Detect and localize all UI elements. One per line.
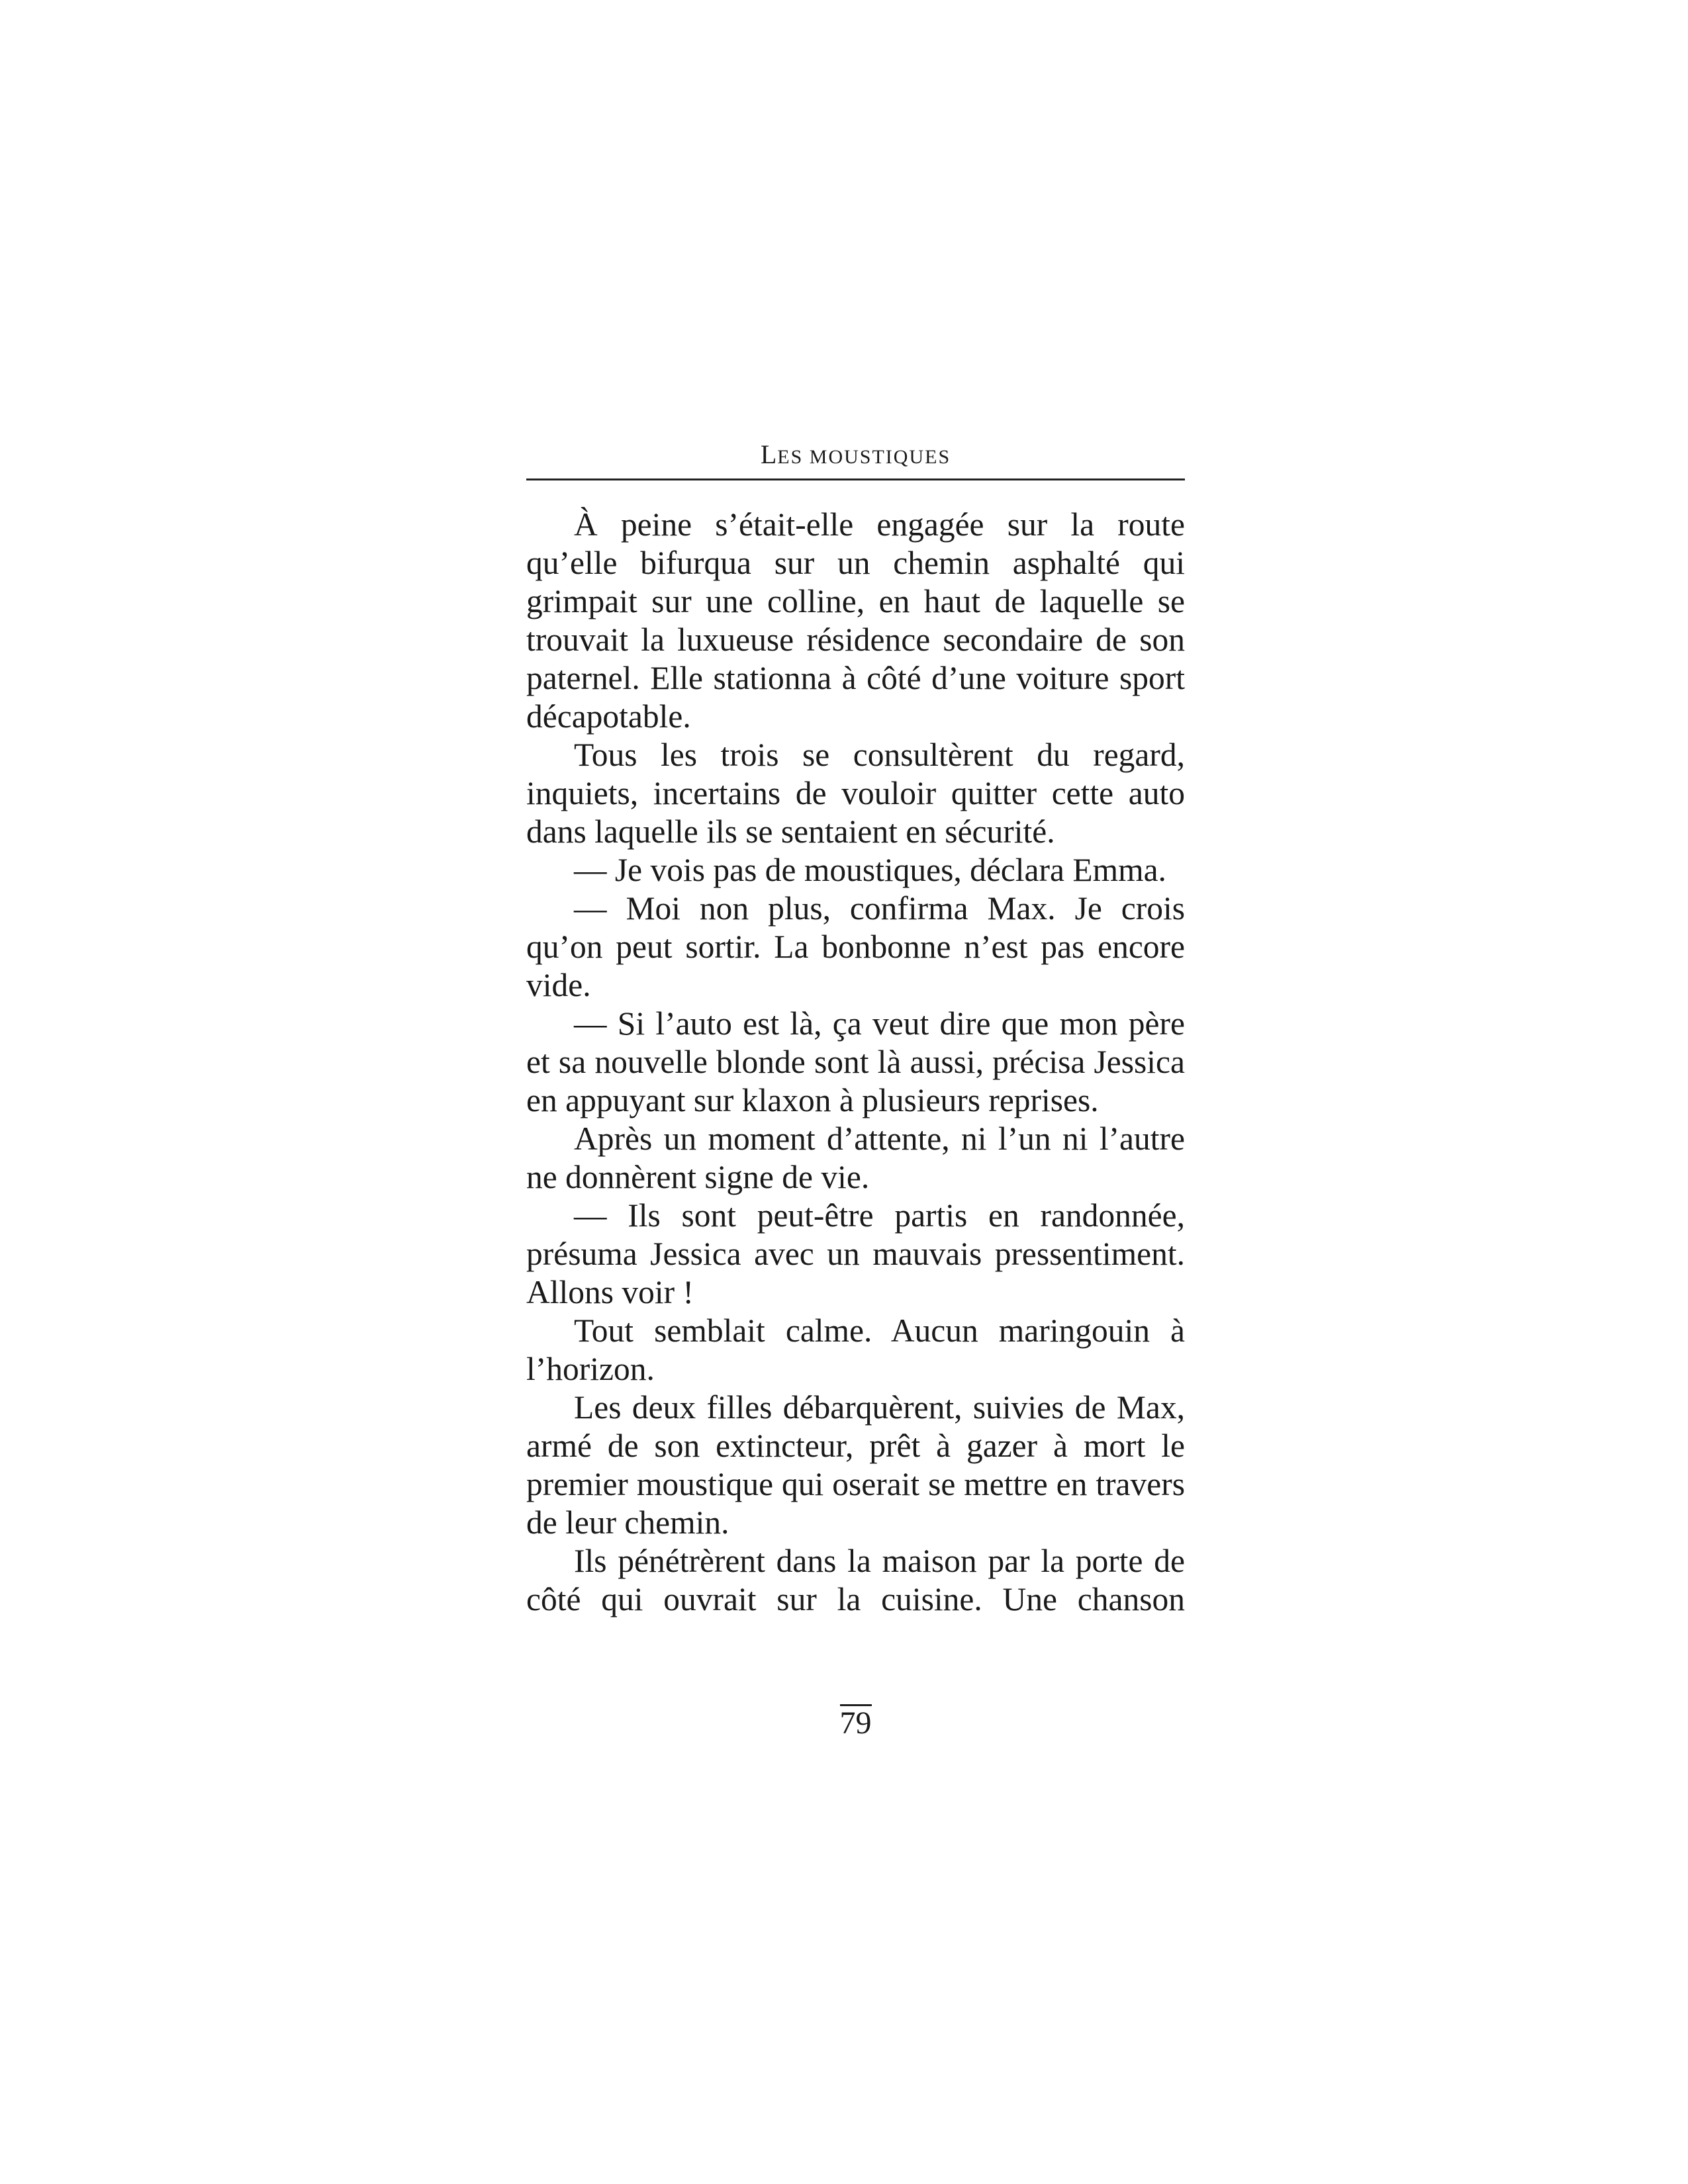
paragraph: — Ils sont peut-être partis en randonnée, présuma Jessica avec un mauvais pressentiment. Allons voir ! [526, 1197, 1185, 1310]
paragraph: — Moi non plus, confirma Max. Je crois qu’on peut sortir. La bonbonne n’est pas encore vide. [526, 890, 1185, 1003]
paragraph: À peine s’était-elle engagée sur la route qu’elle bifurqua sur un chemin asphalté qui grimpait sur une colline, en haut de laquelle se trouvait la luxueuse résidence secondaire de son paternel. Elle stationna à côté d’une voiture sport décapotable. [526, 506, 1185, 735]
body-text [526, 506, 1185, 1619]
paragraph: Ils pénétrèrent dans la maison par la porte de côté qui ouvrait sur la cuisine. Une chanson [526, 1543, 1185, 1617]
text-block [526, 439, 1185, 1741]
page-number [526, 1704, 1185, 1742]
header-rule [526, 478, 1185, 480]
running-head [526, 440, 1185, 469]
page-number-value: 79 [839, 1706, 872, 1741]
paragraph: — Je vois pas de moustiques, déclara Emma. [574, 852, 1166, 888]
running-head-rest: ES MOUSTIQUES [777, 446, 951, 468]
paragraph: Tous les trois se consultèrent du regard, inquiets, incertains de vouloir quitter cette auto dans laquelle ils se sentaient en sécurité. [526, 737, 1185, 850]
paragraph: Les deux filles débarquèrent, suivies de Max, armé de son extincteur, prêt à gazer à mort le premier moustique qui oserait se mettre en travers de leur chemin. [526, 1389, 1185, 1541]
paragraph: Après un moment d’attente, ni l’un ni l’autre ne donnèrent signe de vie. [526, 1120, 1185, 1195]
paragraph: Tout semblait calme. Aucun maringouin à l’horizon. [526, 1312, 1185, 1387]
running-head-initial: L [760, 439, 778, 469]
paragraph: — Si l’auto est là, ça veut dire que mon père et sa nouvelle blonde sont là aussi, précisa Jessica en appuyant sur klaxon à plusieurs reprises. [526, 1005, 1185, 1118]
